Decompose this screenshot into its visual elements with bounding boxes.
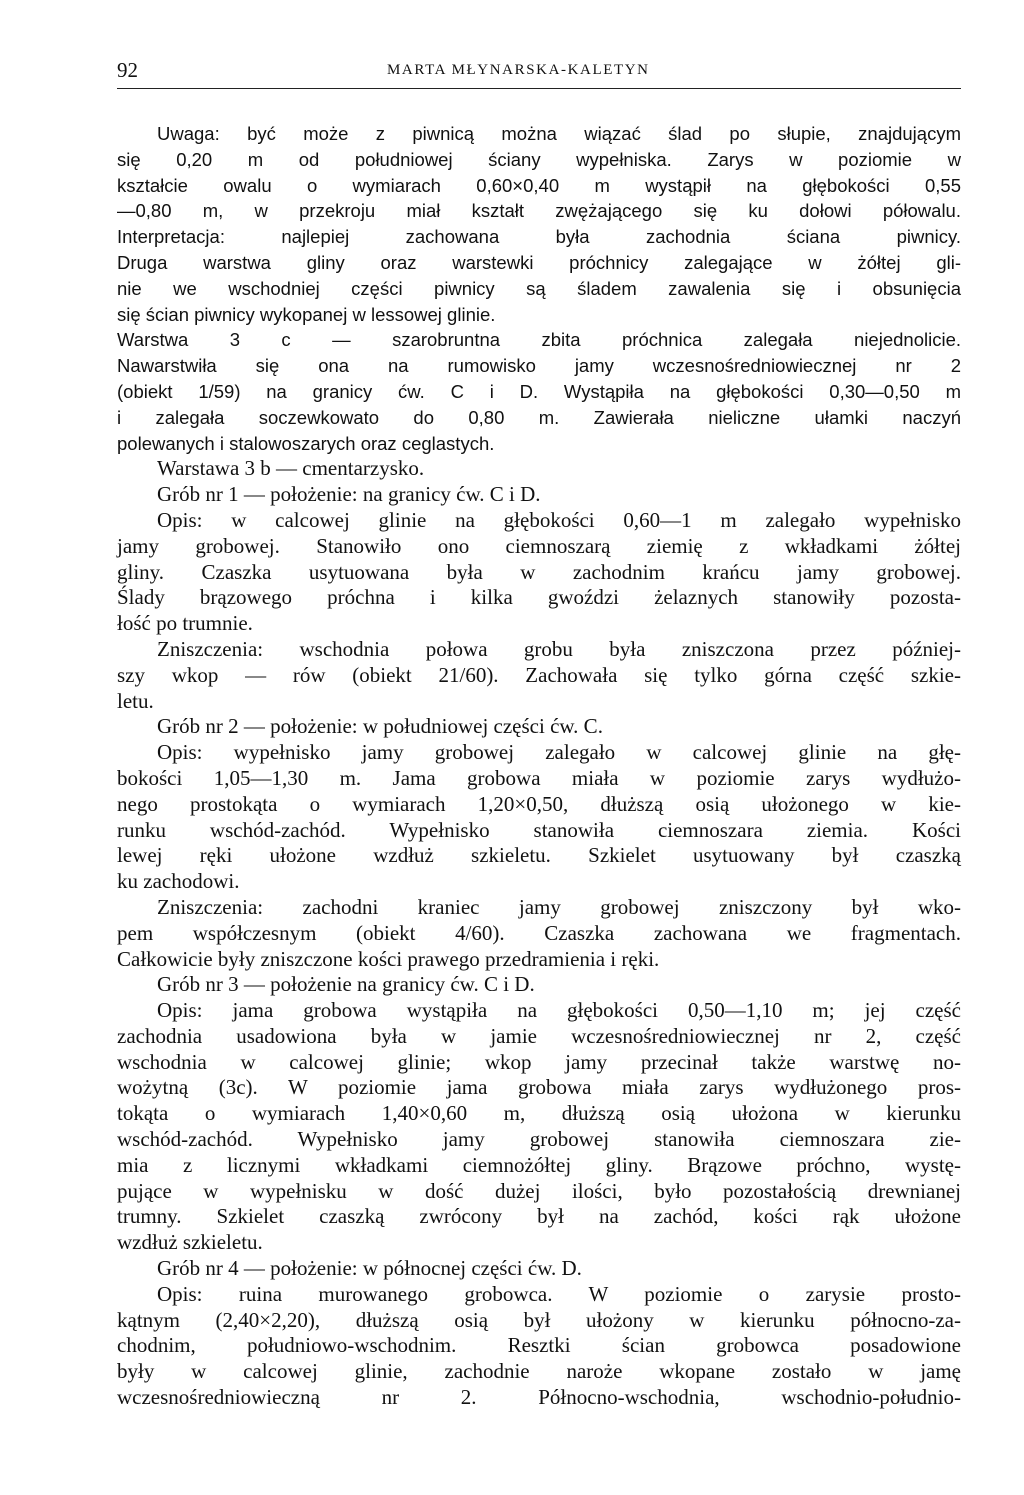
- text-line: mia z licznymi wkładkami ciemnożółtej gliny. Brązowe próchno, wystę-: [117, 1152, 961, 1177]
- text-line: Całkowicie były zniszczone kości prawego przedramienia i ręki.: [117, 946, 660, 971]
- text-line: Opis: jama grobowa wystąpiła na głębokości 0,50—1,10 m; jej część: [157, 998, 961, 1023]
- text-line: Opis: wypełnisko jamy grobowej zalegało w calcowej glinie na głę-: [157, 740, 961, 765]
- text-line: Zniszczenia: wschodnia połowa grobu była zniszczona przez później-: [157, 636, 961, 661]
- text-line: (obiekt 1/59) na granicy ćw. C i D. Wystąpiła na głębokości 0,30—0,50 m: [117, 380, 961, 402]
- text-line: Nawarstwiła się ona na rumowisko jamy wczesnośredniowiecznej nr 2: [117, 355, 961, 377]
- text-line: kształcie owalu o wymiarach 0,60×0,40 m wystąpił na głębokości 0,55: [117, 174, 961, 196]
- text-line: Grób nr 3 — położenie na granicy ćw. C i D.: [157, 972, 535, 997]
- text-line: wożytną (3c). W poziomie jama grobowa miała zarys wydłużonego pros-: [117, 1075, 961, 1100]
- text-line: pujące w wypełnisku w dość dużej ilości, było pozostałością drewnianej: [117, 1178, 961, 1203]
- text-line: tokąta o wymiarach 1,40×0,60 m, dłuższą osią ułożona w kierunku: [117, 1101, 961, 1126]
- text-line: Uwaga: być może z piwnicą można wiązać ślad po słupie, znajdującym: [157, 123, 961, 144]
- text-line: wschodnia w calcowej glinie; wkop jamy przecinał także warstwę no-: [117, 1049, 961, 1074]
- text-line: wschód-zachód. Wypełnisko jamy grobowej stanowiła ciemnoszara zie-: [117, 1127, 961, 1152]
- text-line: runku wschód-zachód. Wypełnisko stanowiła ciemnoszara ziemia. Kości: [117, 817, 961, 842]
- text-line: wczesnośredniowieczną nr 2. Północno-wschodnia, wschodnio-południo-: [117, 1385, 961, 1410]
- text-line: Ślady brązowego próchna i kilka gwoździ żelaznych stanowiły pozosta-: [117, 585, 961, 610]
- text-line: pem współczesnym (obiekt 4/60). Czaszka zachowana we fragmentach.: [117, 920, 961, 945]
- text-line: i zalegała soczewkowato do 0,80 m. Zawierała nieliczne ułamki naczyń: [117, 406, 961, 428]
- text-line: jamy grobowej. Stanowiło ono ciemnoszarą ziemię z wkładkami żółtej: [117, 533, 961, 558]
- text-line: trumny. Szkielet czaszką zwrócony był na zachód, kości rąk ułożone: [117, 1204, 961, 1229]
- text-line: Warstwa 3 c — szarobruntna zbita próchnica zalegała niejednolicie.: [117, 329, 961, 351]
- text-line: chodnim, południowo-wschodnim. Resztki ścian grobowca posadowione: [117, 1333, 961, 1358]
- text-line: Opis: w calcowej glinie na głębokości 0,60—1 m zalegało wypełnisko: [157, 507, 961, 532]
- text-line: były w calcowej glinie, zachodnie naroże wkopane zostało w jamę: [117, 1359, 961, 1384]
- text-line: —0,80 m, w przekroju miał kształt zwężającego się ku dołowi półowalu.: [117, 200, 961, 222]
- header-rule: [117, 88, 961, 89]
- text-line: Grób nr 1 — położenie: na granicy ćw. C i D.: [157, 482, 541, 507]
- text-line: szy wkop — rów (obiekt 21/60). Zachowała się tylko górna część szkie-: [117, 662, 961, 687]
- text-line: Interpretacja: najlepiej zachowana była zachodnia ściana piwnicy.: [117, 226, 961, 248]
- text-line: gliny. Czaszka usytuowana była w zachodnim krańcu jamy grobowej.: [117, 559, 961, 584]
- text-line: letu.: [117, 688, 154, 713]
- running-head: [117, 58, 961, 88]
- text-line: lewej ręki ułożone wzdłuż szkieletu. Szkielet usytuowany był czaszką: [117, 843, 961, 868]
- text-line: Grób nr 2 — położenie: w południowej części ćw. C.: [157, 714, 603, 739]
- text-line: polewanych i stalowoszarych oraz ceglastych.: [117, 432, 495, 454]
- text-line: kątnym (2,40×2,20), dłuższą osią był ułożony w kierunku północno-za-: [117, 1307, 961, 1332]
- text-line: ku zachodowi.: [117, 869, 240, 894]
- text-line: zachodnia usadowiona była w jamie wczesnośredniowiecznej nr 2, część: [117, 1023, 961, 1048]
- text-line: nego prostokąta o wymiarach 1,20×0,50, dłuższą osią ułożonego w kie-: [117, 791, 961, 816]
- text-line: bokości 1,05—1,30 m. Jama grobowa miała w poziomie zarys wydłużo-: [117, 765, 961, 790]
- text-line: wzdłuż szkieletu.: [117, 1230, 263, 1255]
- text-line: się ścian piwnicy wykopanej w lessowej glinie.: [117, 303, 496, 325]
- page-number: 92: [117, 58, 138, 82]
- text-line: się 0,20 m od południowej ściany wypełniska. Zarys w poziomie w: [117, 148, 961, 170]
- text-line: nie we wschodniej części piwnicy są śladem zawalenia się i obsunięcia: [117, 277, 961, 299]
- text-line: łość po trumnie.: [117, 611, 253, 636]
- text-line: Zniszczenia: zachodni kraniec jamy grobowej zniszczony był wko-: [157, 894, 961, 919]
- running-title: MARTA MŁYNARSKA-KALETYN: [387, 62, 650, 78]
- body-text: [117, 121, 961, 1411]
- text-line: Druga warstwa gliny oraz warstewki próchnicy zalegające w żółtej gli-: [117, 251, 961, 273]
- text-line: Grób nr 4 — położenie: w północnej części ćw. D.: [157, 1256, 582, 1281]
- text-line: Opis: ruina murowanego grobowca. W poziomie o zarysie prosto-: [157, 1281, 961, 1306]
- text-line: Warstawa 3 b — cmentarzysko.: [157, 456, 425, 481]
